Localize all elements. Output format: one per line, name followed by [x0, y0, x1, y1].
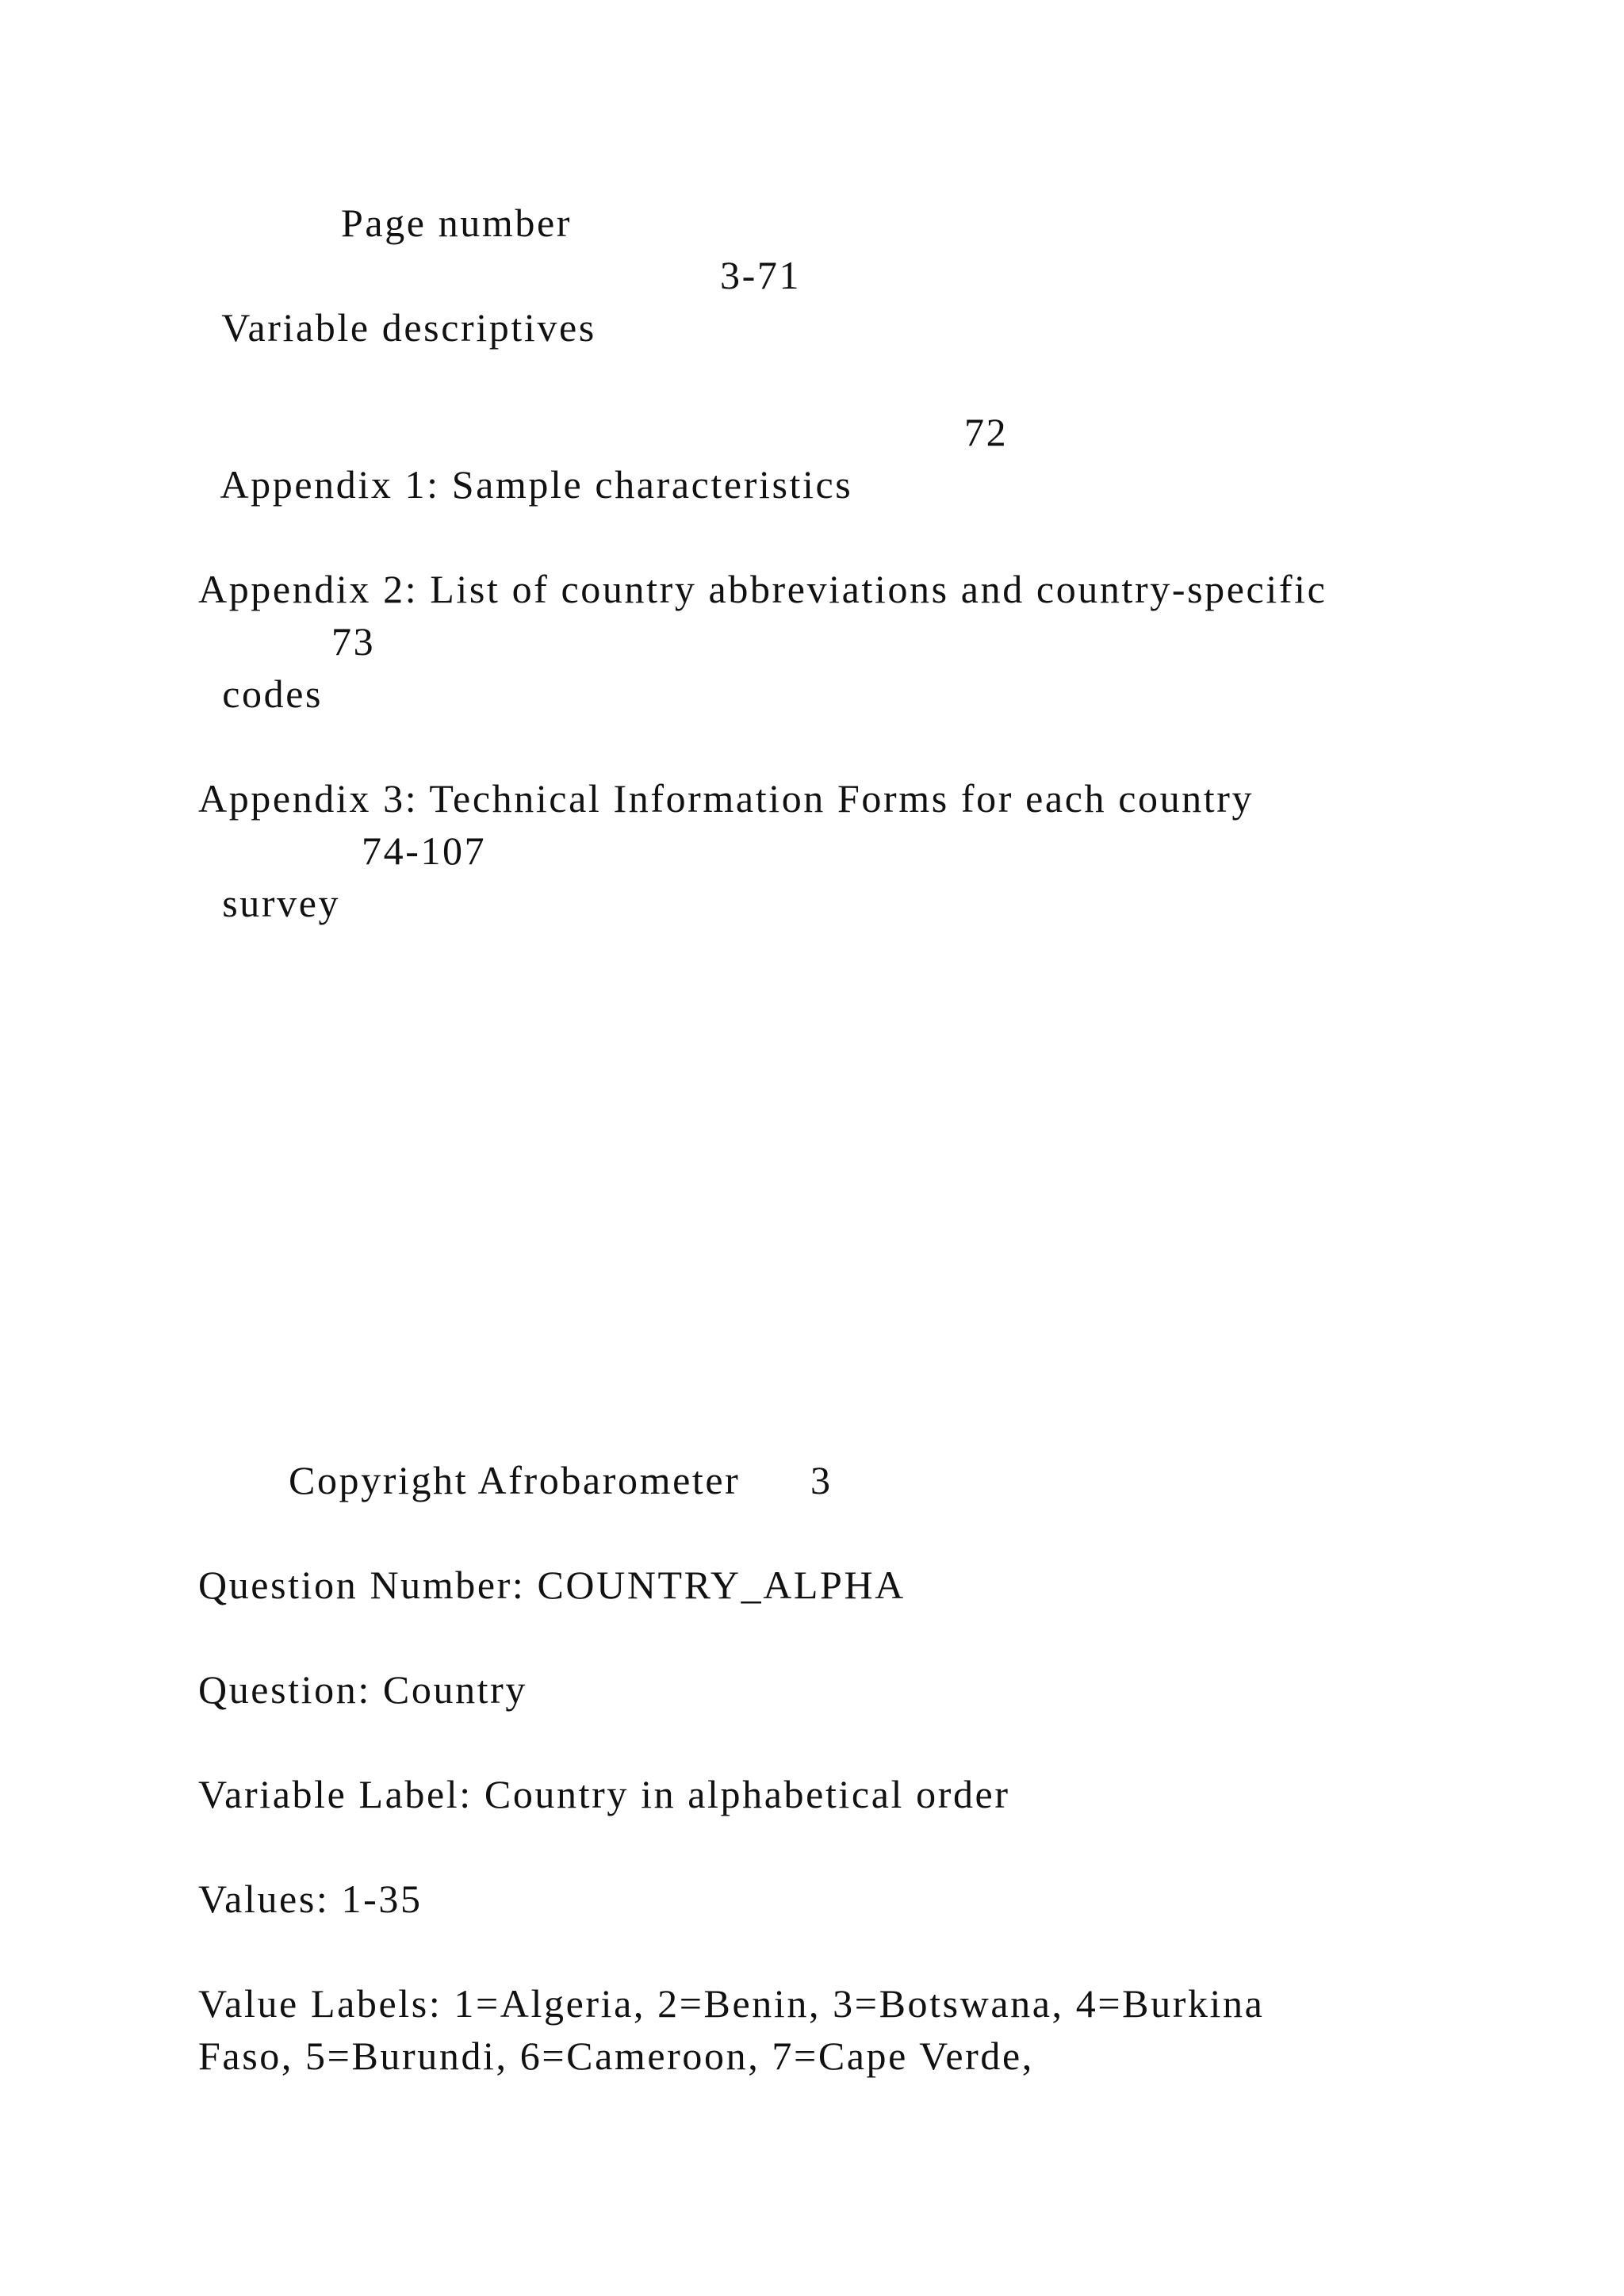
page-number: 3	[810, 1458, 833, 1502]
toc-page-number-header: Page number	[341, 201, 573, 245]
toc-entry-line: Appendix 3: Technical Information Forms for each country	[198, 776, 1254, 821]
toc-entry-label: Appendix 1: Sample characteristics	[220, 462, 853, 507]
question-text: Question: Country	[198, 1667, 528, 1712]
copyright-text: Copyright Afrobarometer	[289, 1458, 741, 1502]
toc-entry-label: codes	[222, 672, 324, 716]
value-labels-line: Value Labels: 1=Algeria, 2=Benin, 3=Botswana, 4=Burkina	[198, 1981, 1265, 2026]
toc-entry-page: 72	[964, 410, 1009, 454]
toc-entry-page: 73	[331, 619, 376, 664]
values: Values: 1-35	[198, 1877, 423, 1921]
toc-entry-label: survey	[222, 881, 341, 925]
toc-entry-continuation	[198, 825, 340, 929]
toc-entry-page: 74-107	[362, 828, 487, 873]
variable-label: Variable Label: Country in alphabetical order	[198, 1772, 1010, 1816]
value-labels-line: Faso, 5=Burundi, 6=Cameroon, 7=Cape Verde,	[198, 2034, 1034, 2078]
toc-entry-page: 3-71	[720, 253, 802, 297]
toc-entry-continuation	[198, 615, 323, 720]
toc-entry-label: Variable descriptives	[221, 305, 596, 350]
question-number: Question Number: COUNTRY_ALPHA	[198, 1563, 906, 1607]
toc-entry-line: Appendix 2: List of country abbreviations and country-specific	[198, 567, 1327, 611]
toc-entry	[198, 249, 596, 354]
toc-entry	[198, 406, 852, 511]
